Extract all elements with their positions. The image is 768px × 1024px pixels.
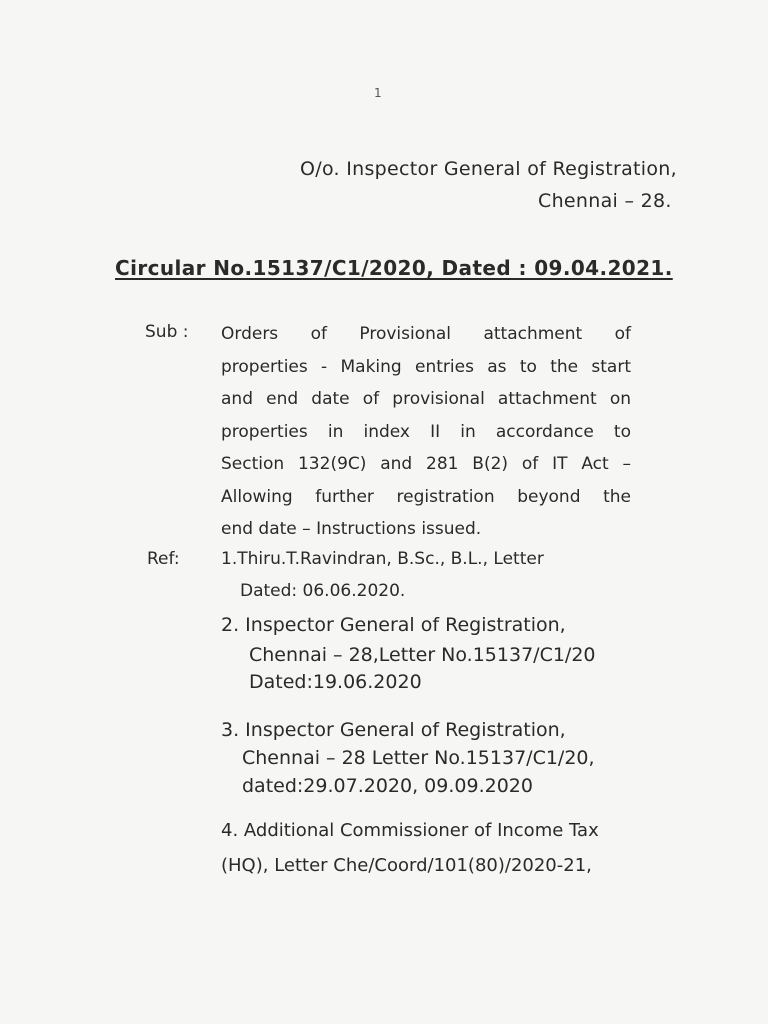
subject-line: Allowing further registration beyond the [221, 486, 631, 507]
subject-line: and end date of provisional attachment on [221, 389, 631, 409]
circular-heading: Circular No.15137/C1/2020, Dated : 09.04.2021. [115, 256, 673, 280]
subject-line: properties - Making entries as to the start [221, 356, 631, 377]
reference-line: 2. Inspector General of Registration, [221, 614, 566, 636]
reference-line: Dated:19.06.2020 [249, 671, 422, 693]
reference-line: 4. Additional Commissioner of Income Tax [221, 820, 599, 841]
reference-line: Chennai – 28 Letter No.15137/C1/20, [242, 747, 595, 769]
subject-text [221, 318, 631, 546]
subject-line: Orders of Provisional attachment of [221, 324, 631, 344]
reference-line: Dated: 06.06.2020. [240, 581, 406, 601]
reference-line: Chennai – 28,Letter No.15137/C1/20 [249, 644, 596, 666]
reference-line: dated:29.07.2020, 09.09.2020 [242, 775, 533, 797]
reference-line: (HQ), Letter Che/Coord/101(80)/2020-21, [221, 855, 592, 876]
reference-line: 3. Inspector General of Registration, [221, 719, 566, 741]
page-number: 1 [374, 86, 382, 100]
reference-label: Ref: [147, 549, 180, 569]
subject-line: Section 132(9C) and 281 B(2) of IT Act – [221, 454, 631, 474]
office-line: O/o. Inspector General of Registration, [300, 158, 677, 180]
subject-label: Sub : [145, 322, 189, 342]
city-line: Chennai – 28. [538, 190, 672, 212]
subject-line: end date – Instructions issued. [221, 519, 482, 539]
reference-line: 1.Thiru.T.Ravindran, B.Sc., B.L., Letter [221, 549, 544, 569]
subject-line: properties in index II in accordance to [221, 421, 631, 442]
